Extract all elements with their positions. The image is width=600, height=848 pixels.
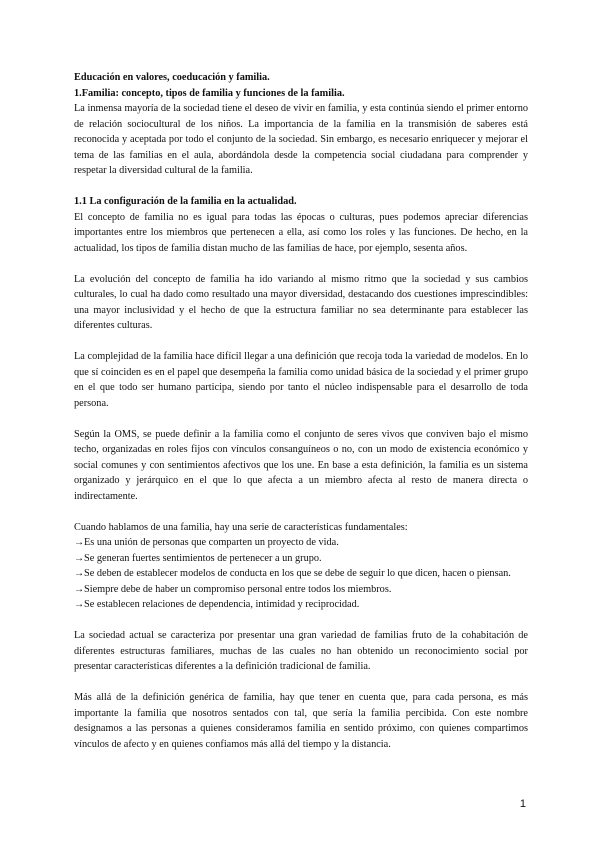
arrow-icon: →	[74, 599, 85, 610]
paragraph-concept: El concepto de familia no es igual para todas las épocas o culturas, pues podemos apreciar diferencias importantes entre los miembros que pertenecen a ella, así como los roles y las funciones. De hecho, en la actualidad, los tipos de familia distan mucho de las familias de hace, por ejemplo, sesenta años.	[74, 211, 528, 254]
document-page	[74, 70, 528, 752]
intro-paragraph: La inmensa mayoría de la sociedad tiene el deseo de vivir en familia, y esta continúa siendo el primer entorno de relación sociocultural de los niños. La importancia de la familia en la transmisión de saberes está reconocida y aceptada por todo el conjunto de la sociedad. Sin embargo, es necesario enriquecer y mejorar el tema de las familias en el aula, abordándola desde la competencia social ciudadana para comprender y respetar la diversidad cultural de la familia.	[74, 103, 528, 176]
paragraph-complexity: La complejidad de la familia hace difícil llegar a una definición que recoja toda la variedad de modelos. En lo que sí coinciden es en el papel que desempeña la familia como unidad básica de la sociedad y el primer grupo en el que todo ser humano participa, siendo por tanto el núcleo indispensable para el desarrollo de toda persona.	[74, 351, 528, 409]
arrow-icon: →	[74, 583, 85, 595]
arrow-icon: →	[74, 568, 85, 579]
characteristics-list	[74, 535, 528, 613]
list-item: →Se establecen relaciones de dependencia, intimidad y reciprocidad.	[74, 597, 528, 613]
list-item: →Es una unión de personas que comparten un proyecto de vida.	[74, 535, 528, 551]
document-title: Educación en valores, coeducación y familia.	[74, 72, 270, 83]
list-item: →Se deben de establecer modelos de conducta en los que se debe de seguir lo que dicen, hacen o piensan.	[74, 566, 528, 582]
list-item: →Siempre debe de haber un compromiso personal entre todos los miembros.	[74, 582, 528, 598]
paragraph-oms: Según la OMS, se puede definir a la familia como el conjunto de seres vivos que conviven bajo el mismo techo, organizadas en roles fijos con vínculos consanguíneos o no, con un modo de existencia económico y social comunes y con sentimientos afectivos que los une. En base a esta definición, la familia es un sistema organizado y jerárquico en el que lo que afecta a un miembro afecta al resto de manera directa o indirectamente.	[74, 428, 528, 502]
arrow-icon: →	[74, 537, 85, 548]
arrow-icon: →	[74, 552, 85, 564]
list-intro: Cuando hablamos de una familia, hay una serie de características fundamentales:	[74, 521, 408, 533]
paragraph-current-society: La sociedad actual se caracteriza por presentar una gran variedad de familias fruto de la cohabitación de diferentes estructuras familiares, muchas de las cuales no han obtenido un reconocimiento social por presentar características diferentes a la definición tradicional de familia.	[74, 630, 528, 672]
list-item: →Se generan fuertes sentimientos de pertenecer a un grupo.	[74, 551, 528, 567]
section-1-1-heading: 1.1 La configuración de la familia en la actualidad.	[74, 196, 297, 207]
paragraph-perceived-family: Más allá de la definición genérica de familia, hay que tener en cuenta que, para cada persona, es más importante la familia que nosotros sentados con tal, que sería la familia percibida. Con este nombre designamos a las personas a quienes consideramos familia en sentido próximo, con quienes compartimos vínculos de afecto y en quienes confiamos más allá del tiempo y la distancia.	[74, 692, 528, 750]
paragraph-evolution: La evolución del concepto de familia ha ido variando al mismo ritmo que la sociedad y sus cambios culturales, lo cual ha dado como resultado una mayor diversidad, destacando dos cuestiones imprescindibles: una mayor inclusividad y el hecho de que la estructura familiar no sea determinante para establecer las diferentes culturas.	[74, 273, 528, 331]
page-number: 1	[519, 798, 526, 810]
section-1-heading: 1.Familia: concepto, tipos de familia y funciones de la familia.	[74, 87, 345, 99]
